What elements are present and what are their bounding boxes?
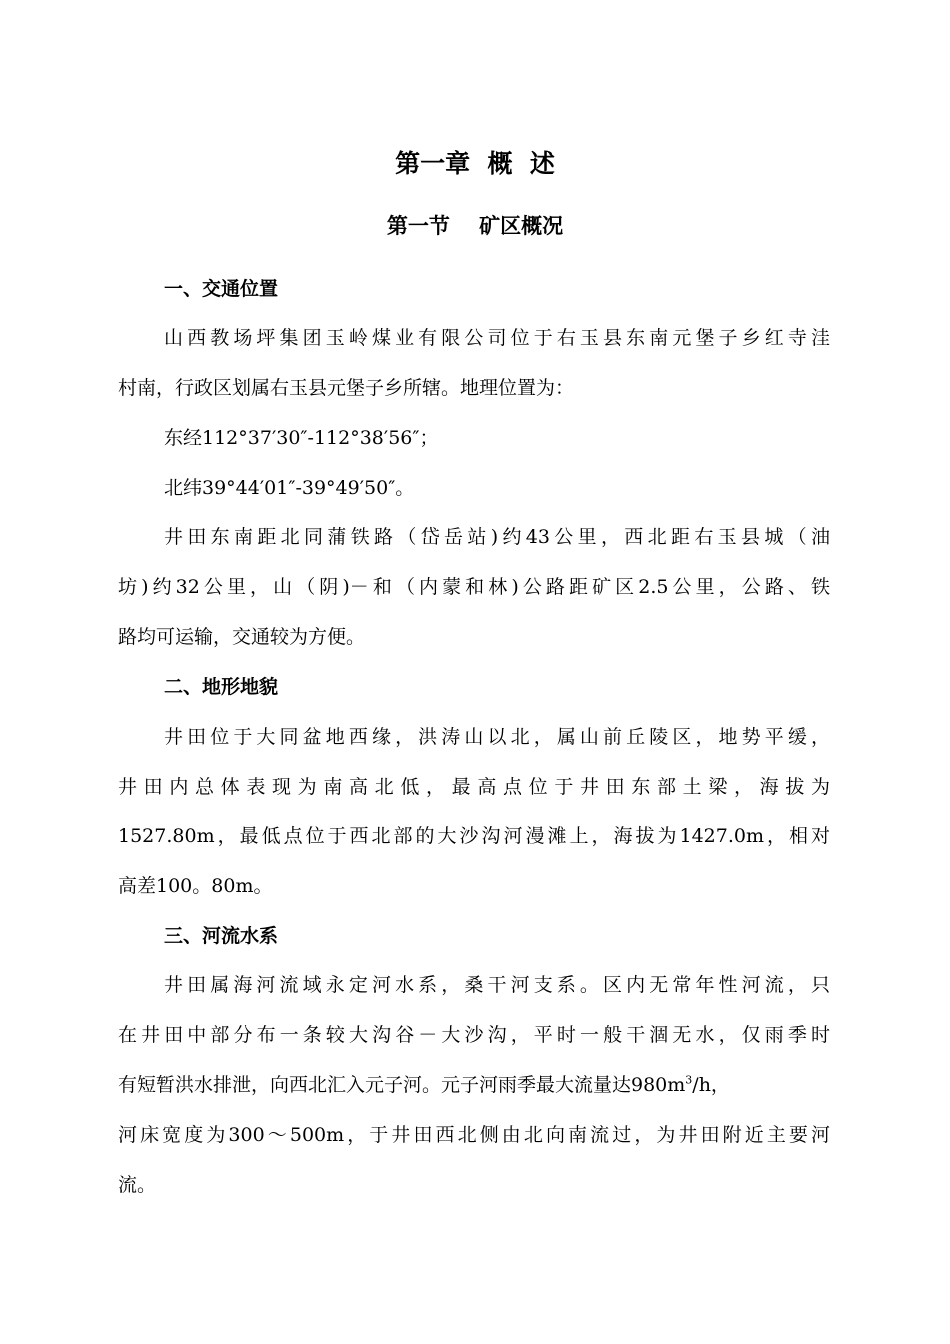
paragraph-line: 在井田中部分布一条较大沟谷－大沙沟，平时一般干涸无水，仅雨季时 xyxy=(118,1024,830,1046)
paragraph-line: 1527.80m，最低点位于西北部的大沙沟河漫滩上，海拔为1427.0m，相对 xyxy=(118,825,830,847)
coordinate-latitude: 北纬39°44′01″-39°49′50″。 xyxy=(164,477,415,499)
coordinate-longitude: 东经112°37′30″-112°38′56″； xyxy=(164,427,439,449)
paragraph-line: 河床宽度为300～500m，于井田西北侧由北向南流过，为井田附近主要河 xyxy=(118,1124,830,1146)
paragraph-line: 坊)约32公里，山（阴)－和（内蒙和林)公路距矿区2.5公里，公路、铁 xyxy=(118,576,830,598)
subheading-transport-location: 一、交通位置 xyxy=(164,278,279,300)
paragraph-line: 高差100。80m。 xyxy=(118,875,273,897)
paragraph-line: 山西教场坪集团玉岭煤业有限公司位于右玉县东南元堡子乡红寺洼 xyxy=(164,327,830,349)
superscript: 3 xyxy=(685,1073,693,1087)
paragraph-line: 井田属海河流域永定河水系，桑干河支系。区内无常年性河流，只 xyxy=(164,974,830,996)
paragraph-line xyxy=(118,1070,730,1100)
subheading-terrain: 二、地形地貌 xyxy=(164,676,279,698)
paragraph-line: 村南，行政区划属右玉县元堡子乡所辖。地理位置为： xyxy=(118,377,575,399)
subheading-rivers: 三、河流水系 xyxy=(164,925,279,947)
paragraph-line: 流。 xyxy=(118,1174,157,1196)
chapter-title: 第一章 概 述 xyxy=(395,149,555,178)
paragraph-line: 井田东南距北同蒲铁路（岱岳站)约43公里，西北距右玉县城（油 xyxy=(164,526,830,548)
text-run: /h， xyxy=(692,1074,730,1096)
paragraph-line: 井田内总体表现为南高北低，最高点位于井田东部土梁，海拔为 xyxy=(118,776,830,798)
section-title: 第一节 矿区概况 xyxy=(386,214,564,238)
paragraph-line: 井田位于大同盆地西缘，洪涛山以北，属山前丘陵区，地势平缓， xyxy=(164,726,830,748)
text-run: 有短暂洪水排泄，向西北汇入元子河。元子河雨季最大流量达980m xyxy=(118,1074,686,1096)
paragraph-line: 路均可运输，交通较为方便。 xyxy=(118,626,366,648)
